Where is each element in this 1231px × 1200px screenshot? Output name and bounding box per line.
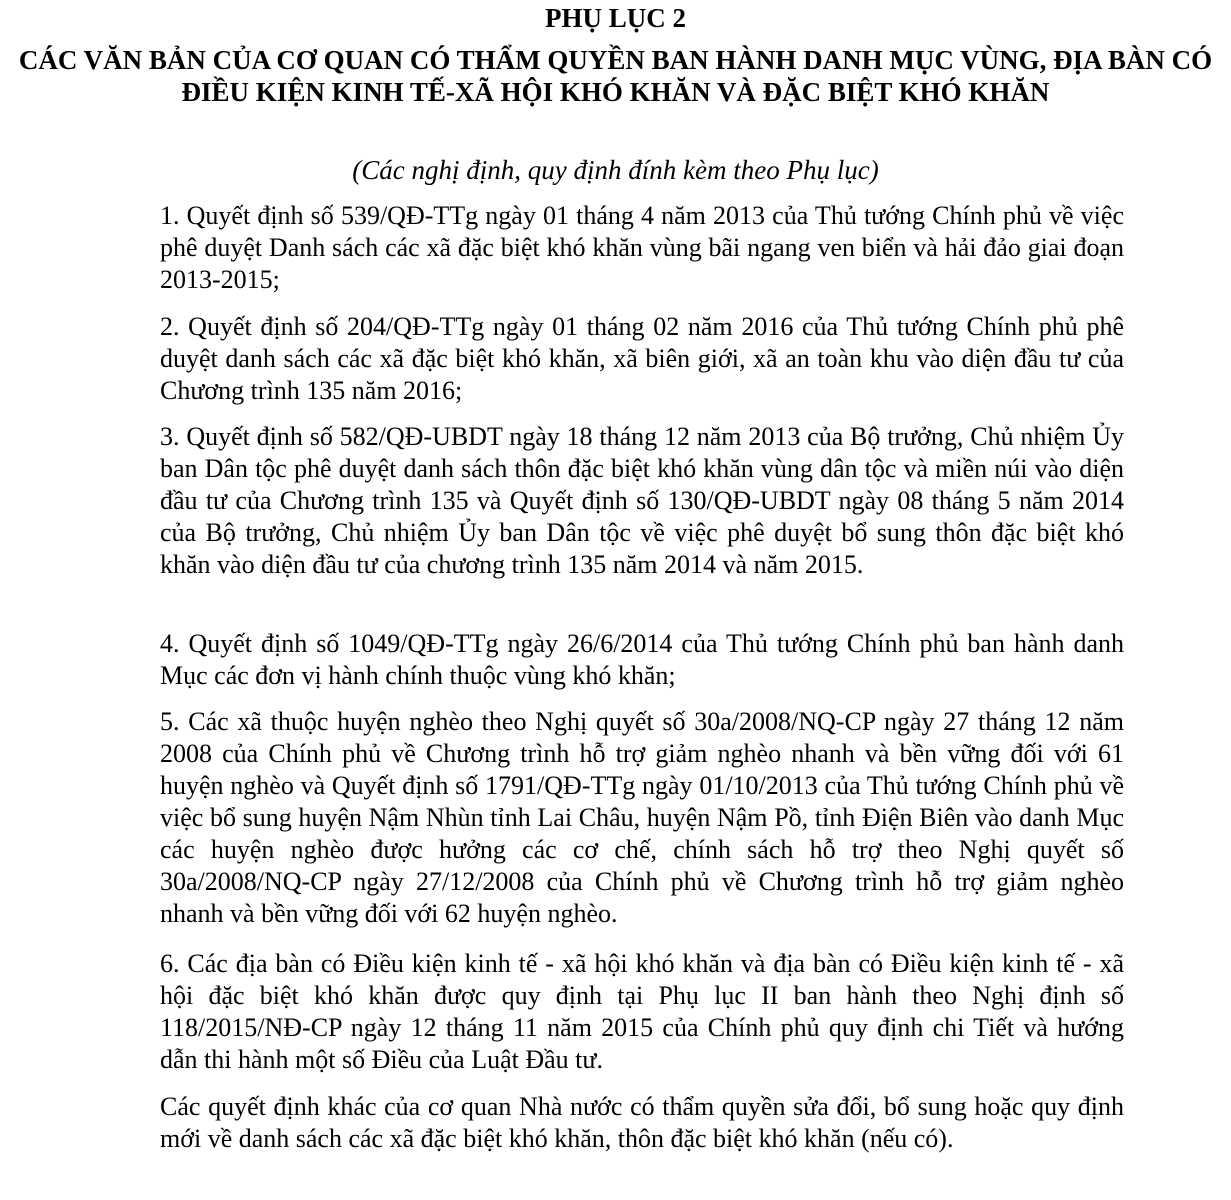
list-item-5: 5. Các xã thuộc huyện nghèo theo Nghị quyết số 30a/2008/NQ-CP ngày 27 tháng 12 năm 2008 của Chính phủ về Chương trình hỗ trợ giảm nghèo nhanh và bền vững đối với 61 huyện nghèo và Quyết định số 1791/QĐ-TTg ngày 01/10/2013 của Thủ tướng Chính phủ về việc bổ sung huyện Nậm Nhùn tỉnh Lai Châu, huyện Nậm Pồ, tỉnh Điện Biên vào danh Mục các huyện nghèo được hưởng các cơ chế, chính sách hỗ trợ theo Nghị quyết số 30a/2008/NQ-CP ngày 27/12/2008 của Chính phủ về Chương trình hỗ trợ giảm nghèo nhanh và bền vững đối với 62 huyện nghèo.	[160, 707, 1124, 928]
appendix-subtitle: (Các nghị định, quy định đính kèm theo Phụ lục)	[352, 155, 879, 185]
appendix-heading: PHỤ LỤC 2	[545, 3, 686, 33]
list-item-1: 1. Quyết định số 539/QĐ-TTg ngày 01 tháng 4 năm 2013 của Thủ tướng Chính phủ về việc phê duyệt Danh sách các xã đặc biệt khó khăn vùng bãi ngang ven biển và hải đảo giai đoạn 2013-2015;	[160, 201, 1124, 294]
appendix-title: CÁC VĂN BẢN CỦA CƠ QUAN CÓ THẨM QUYỀN BAN HÀNH DANH MỤC VÙNG, ĐỊA BÀN CÓ ĐIỀU KIỆN KINH TẾ-XÃ HỘI KHÓ KHĂN VÀ ĐẶC BIỆT KHÓ KHĂN	[18, 45, 1213, 107]
list-item-3: 3. Quyết định số 582/QĐ-UBDT ngày 18 tháng 12 năm 2013 của Bộ trưởng, Chủ nhiệm Ủy ban Dân tộc phê duyệt danh sách thôn đặc biệt khó khăn vùng dân tộc và miền núi vào diện đầu tư của Chương trình 135 và Quyết định số 130/QĐ-UBDT ngày 08 tháng 5 năm 2014 của Bộ trưởng, Chủ nhiệm Ủy ban Dân tộc về việc phê duyệt bổ sung thôn đặc biệt khó khăn vào diện đầu tư của chương trình 135 năm 2014 và năm 2015.	[160, 422, 1124, 579]
list-item-4: 4. Quyết định số 1049/QĐ-TTg ngày 26/6/2014 của Thủ tướng Chính phủ ban hành danh Mục các đơn vị hành chính thuộc vùng khó khăn;	[160, 629, 1124, 690]
list-item-6: 6. Các địa bàn có Điều kiện kinh tế - xã hội khó khăn và địa bàn có Điều kiện kinh tế - xã hội đặc biệt khó khăn được quy định tại Phụ lục II ban hành theo Nghị định số 118/2015/NĐ-CP ngày 12 tháng 11 năm 2015 của Chính phủ quy định chi Tiết và hướng dẫn thi hành một số Điều của Luật Đầu tư.	[160, 949, 1124, 1074]
list-item-2: 2. Quyết định số 204/QĐ-TTg ngày 01 tháng 02 năm 2016 của Thủ tướng Chính phủ phê duyệt danh sách các xã đặc biệt khó khăn, xã biên giới, xã an toàn khu vào diện đầu tư của Chương trình 135 năm 2016;	[160, 312, 1124, 405]
closing-paragraph: Các quyết định khác của cơ quan Nhà nước có thẩm quyền sửa đổi, bổ sung hoặc quy định mới về danh sách các xã đặc biệt khó khăn, thôn đặc biệt khó khăn (nếu có).	[160, 1092, 1124, 1153]
